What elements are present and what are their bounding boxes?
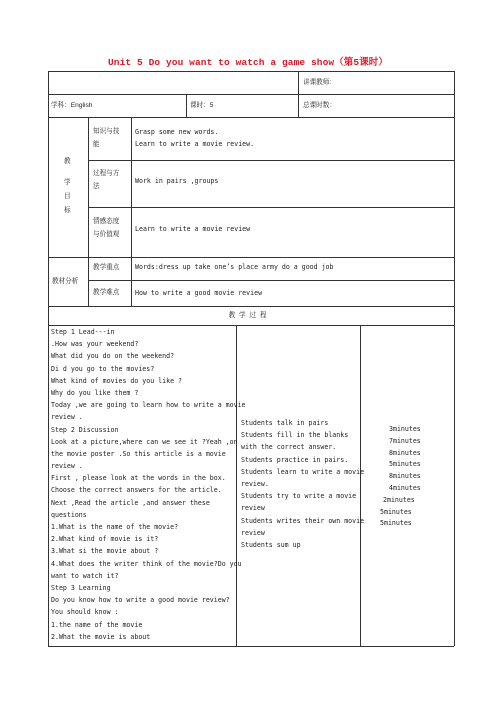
key-points-label: 教学重点 xyxy=(93,264,120,271)
time-value: 5minutes xyxy=(389,460,421,469)
teacher-line: questions xyxy=(51,510,87,519)
student-line: Students practice in pairs. xyxy=(241,455,349,464)
teacher-line: .How was your weekend? xyxy=(51,340,139,349)
knowledge-label-line2: 能 xyxy=(93,141,100,148)
teacher-line: review . xyxy=(51,413,83,422)
teacher-line: What kind of movies do you like ? xyxy=(51,376,183,385)
teacher-line: You should know : xyxy=(51,608,119,617)
teacher-line: Today ,we are going to learn how to write a movie xyxy=(51,401,246,410)
teacher-line: 2.What kind of movie is it? xyxy=(51,535,159,544)
period-label: 课时：5 xyxy=(190,102,214,109)
teacher-line: Di d you go to the movies? xyxy=(51,364,155,373)
subject-label: 学科：English xyxy=(51,102,93,109)
knowledge-label-line1: 知识与技 xyxy=(93,128,120,135)
teacher-line: Why do you like them ? xyxy=(51,388,139,397)
student-line: Students talk in pairs xyxy=(241,419,329,427)
student-line: review. xyxy=(241,479,269,488)
difficult-points-text: How to write a good movie review xyxy=(135,289,263,297)
student-line: Students fill in the blanks xyxy=(241,431,349,440)
teacher-line: review . xyxy=(51,462,83,471)
teacher-line: the movie poster .So this article is a movie xyxy=(51,449,226,458)
total-periods-label: 总课时数： xyxy=(303,102,336,109)
student-line: Students sum up xyxy=(241,540,301,549)
teacher-line: What did you do on the weekend? xyxy=(51,352,175,361)
teacher-line: Look at a picture,where can we see it ?Yeah ,on xyxy=(51,437,238,446)
time-column xyxy=(0,424,421,530)
time-value: 5minutes xyxy=(380,519,412,528)
emotion-label-line1: 情感态度 xyxy=(93,218,120,225)
time-value: 5minutes xyxy=(380,507,412,516)
teacher-line: Next ,Read the article ,and answer these xyxy=(51,498,210,507)
time-value: 3minutes xyxy=(389,425,421,433)
process-text: Work in pairs ,groups xyxy=(135,177,219,185)
student-line: Students writes their own movie xyxy=(241,516,365,525)
teacher-label: 讲课教师: xyxy=(303,79,332,86)
knowledge-text-line1: Grasp some new words. xyxy=(135,128,219,136)
time-value: 8minutes xyxy=(389,448,421,457)
analysis-label: 教材分析 xyxy=(52,278,79,285)
emotion-text: Learn to write a movie review xyxy=(135,225,251,233)
student-line: Students learn to write a movie xyxy=(241,467,365,476)
teacher-line: 1.What is the name of the movie? xyxy=(51,523,179,531)
teacher-line: Step 3 Learning xyxy=(51,583,111,592)
teacher-line: 4.What does the writer think of the movie?Do you xyxy=(51,559,242,568)
teacher-line: Do you know how to write a good movie review? xyxy=(51,596,230,605)
time-value: 2minutes xyxy=(383,495,415,504)
difficult-points-label: 教学难点 xyxy=(93,289,120,296)
teacher-line: 2.What the movie is about xyxy=(51,632,151,641)
teacher-line: 3.What si the movie about ? xyxy=(51,547,159,556)
knowledge-text-line2: Learn to write a movie review. xyxy=(135,140,255,148)
process-label-line2: 法 xyxy=(93,183,100,190)
time-value: 4minutes xyxy=(389,483,421,492)
process-label-line1: 过程与方 xyxy=(93,170,120,177)
teacher-line: Step 1 Lead---in xyxy=(51,328,115,336)
process-header: 教 学 过 程 xyxy=(228,312,268,319)
page-title: Unit 5 Do you want to watch a game show（第5课时） xyxy=(107,57,389,68)
student-line: with the correct answer. xyxy=(241,443,337,452)
key-points-text: Words:dress up take one’s place army do a good job xyxy=(135,263,334,271)
emotion-label-line2: 与价值观 xyxy=(93,231,120,238)
time-value: 7minutes xyxy=(389,436,421,445)
teacher-line: 1.the name of the movie xyxy=(51,620,143,629)
teacher-line: First , please look at the words in the box. xyxy=(51,474,226,483)
student-line: Students try to write a movie xyxy=(241,492,357,501)
student-line: review xyxy=(241,504,265,513)
teacher-line: Choose the correct answers for the article. xyxy=(51,486,222,495)
student-line: review xyxy=(241,528,265,537)
time-value: 8minutes xyxy=(389,472,421,481)
teacher-line: want to watch it? xyxy=(51,571,119,580)
teacher-line: Step 2 Discussion xyxy=(51,425,119,434)
